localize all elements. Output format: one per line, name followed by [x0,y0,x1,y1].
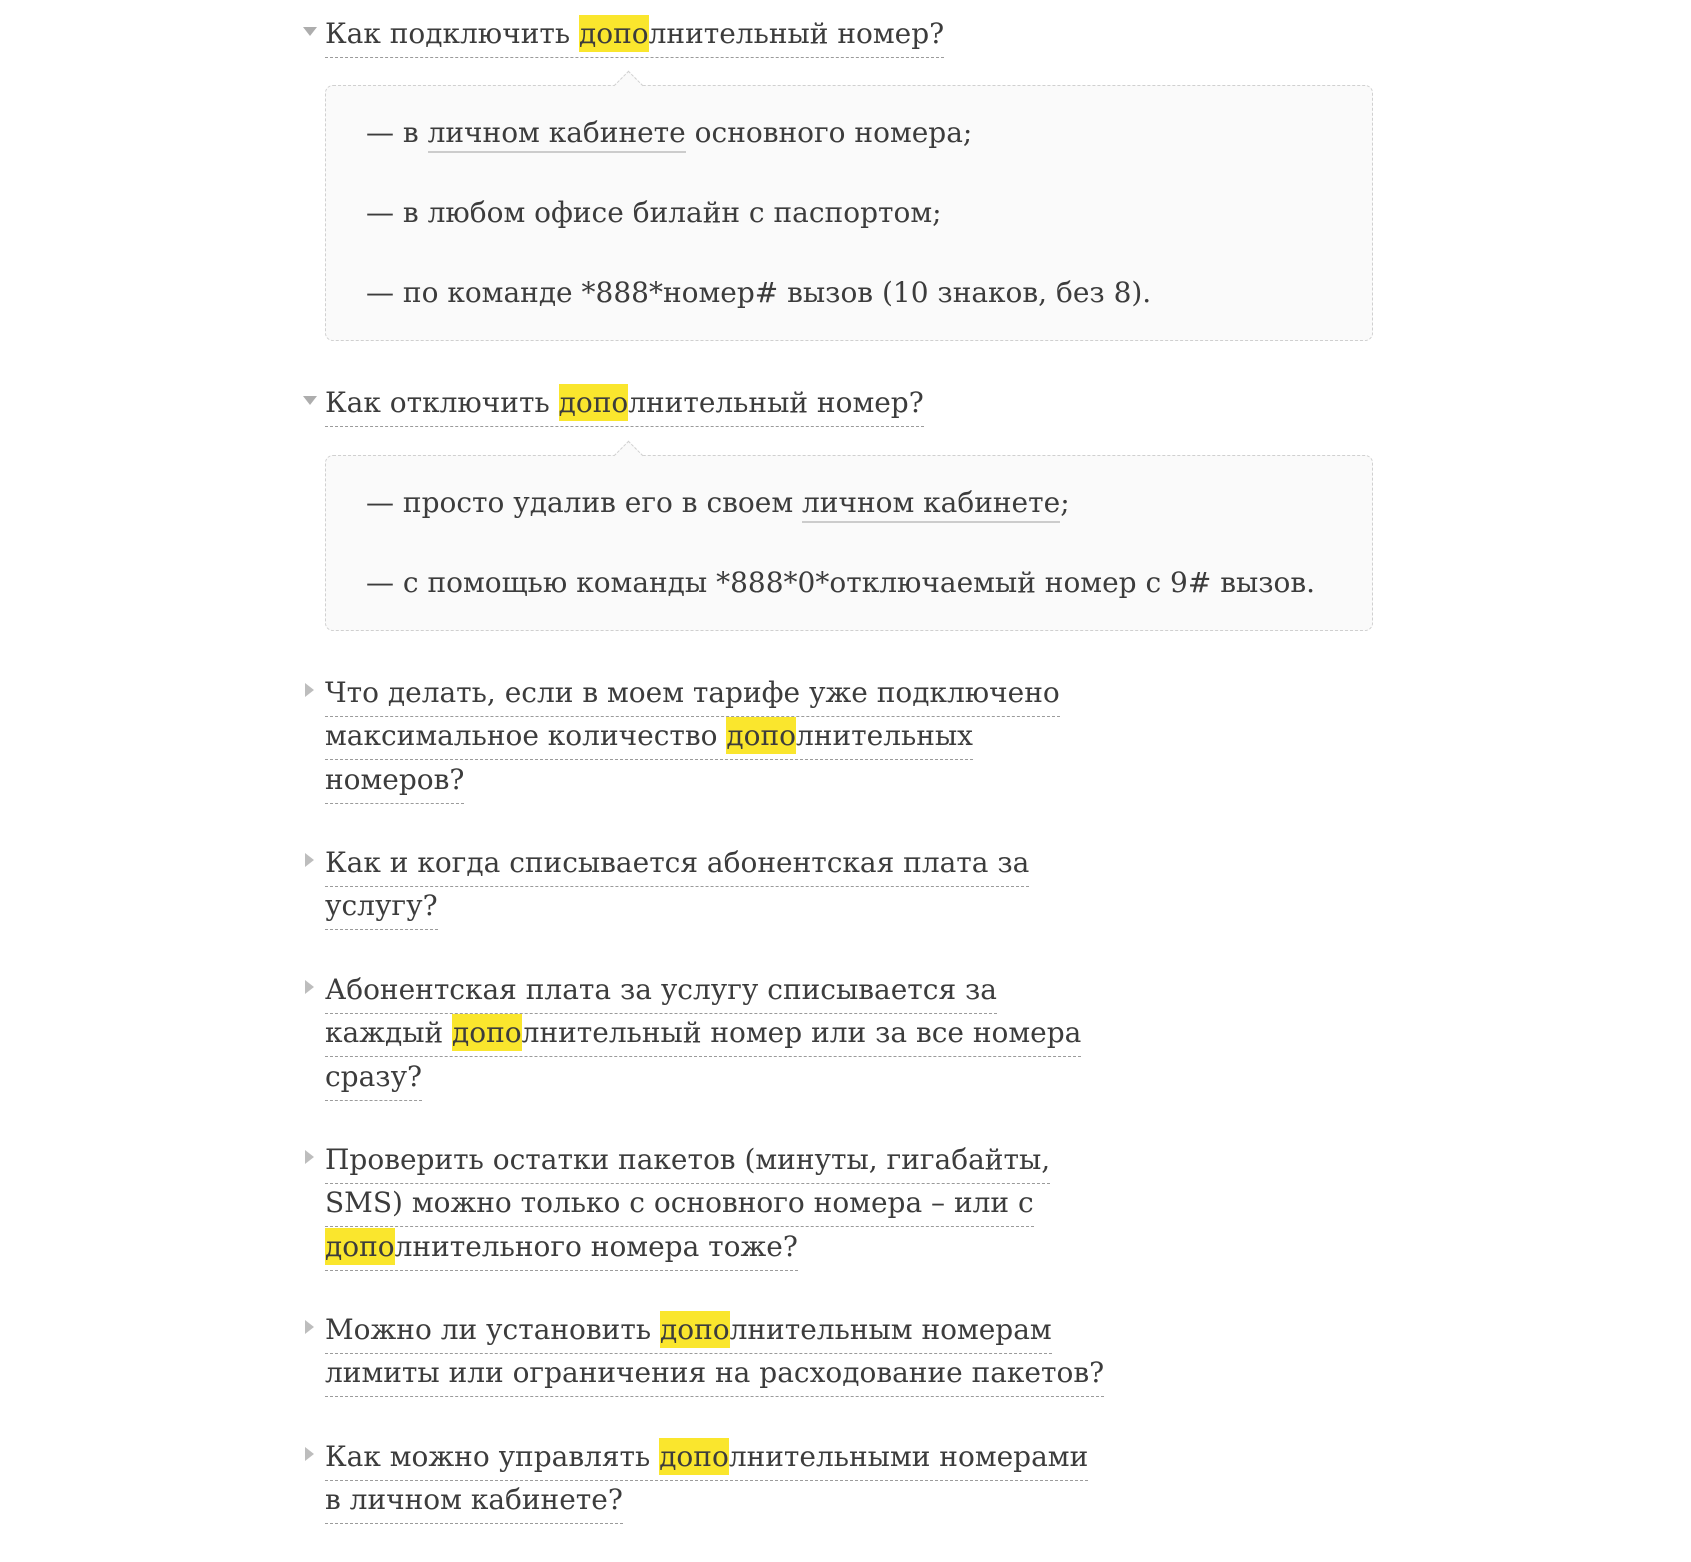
search-highlight: допо [452,1016,522,1050]
question-text: лнительный номер? [628,386,924,420]
answer-line: — с помощью команды *888*0*отключаемый номер с 9# вызов. [366,565,1316,599]
faq-item-fee-per-number [325,968,1405,1098]
answer-text: — в [366,116,428,150]
search-highlight: допо [579,17,649,50]
faq-accordion [325,12,1405,1522]
question-row [325,671,1105,801]
faq-question-toggle[interactable] [325,1143,1050,1271]
answer-text: основного номера; [685,116,973,150]
faq-item-subscription-fee-when [325,841,1405,928]
faq-question-toggle[interactable] [325,1313,1104,1397]
faq-item-disconnect-extra-number [325,381,1405,630]
personal-account-link[interactable]: личном кабинете [428,116,686,153]
question-text: Проверить остатки пакетов (минуты, гигабайты, SMS) можно только с основного номера – или с [325,1142,1051,1220]
answer-text: ; [1060,485,1070,519]
triangle-right-icon [305,980,314,994]
search-highlight: допо [726,719,797,753]
question-text: Абонентская плата за услугу списывается за каждый [325,972,997,1050]
answer-line: — по команде *888*номер# вызов (10 знаков, без 8). [366,276,1152,310]
question-row [325,841,1105,928]
question-text: Как отключить [325,386,559,420]
search-highlight: допо [558,386,629,420]
triangle-right-icon [305,683,314,697]
triangle-right-icon [305,1320,314,1334]
faq-item-max-extra-numbers [325,671,1405,801]
question-text: лнительным номерам лимиты или ограничения на расходование пакетов? [325,1313,1105,1390]
notch-up-icon [614,71,644,101]
question-text: Что делать, если в моем тарифе уже подключено максимальное количество [325,675,1060,753]
answer-box [325,85,1373,341]
question-row [325,381,1105,424]
question-text: Как подключить [325,17,579,50]
faq-page [325,0,1405,1522]
question-text: лнительного номера тоже? [394,1229,798,1263]
question-text: лнительными номерами в личном кабинете? [325,1439,1089,1517]
faq-item-set-limits [325,1308,1405,1395]
question-text: лнительный номер или за все номера сразу? [325,1016,1082,1093]
question-row [325,1138,1105,1268]
answer-line [366,482,1332,524]
faq-question-toggle[interactable] [325,973,1081,1101]
triangle-right-icon [305,853,314,867]
answer-line [366,112,1332,154]
question-row [325,1308,1105,1395]
faq-item-check-package-balance [325,1138,1405,1268]
triangle-down-icon [303,396,317,405]
faq-question-toggle[interactable] [325,846,1029,930]
answer-text: — просто удалив его в своем [366,485,803,519]
answer-line: — в любом офисе билайн с паспортом; [366,196,942,230]
faq-question-toggle[interactable] [325,1440,1088,1524]
question-row [325,968,1105,1098]
faq-item-connect-extra-number [325,12,1405,341]
question-text: лнительный номер? [648,17,945,50]
triangle-down-icon [303,27,317,36]
search-highlight: допо [325,1229,395,1263]
question-row [325,12,1105,55]
answer-box [325,455,1373,631]
triangle-right-icon [305,1150,314,1164]
question-text: Можно ли установить [325,1313,660,1347]
question-row [325,1435,1105,1522]
personal-account-link[interactable]: личном кабинете [802,486,1060,523]
faq-item-manage-in-account [325,1435,1405,1522]
question-text: Как можно управлять [325,1439,660,1473]
question-text: Как и когда списывается абонентская плата за услугу? [325,845,1030,923]
search-highlight: допо [659,1313,730,1347]
question-text: лнительных номеров? [325,719,973,796]
faq-question-toggle[interactable] [325,17,944,58]
faq-question-toggle[interactable] [325,676,1060,804]
notch-up-icon [614,440,644,470]
triangle-right-icon [305,1447,314,1461]
faq-question-toggle[interactable] [325,386,924,427]
search-highlight: допо [659,1439,729,1473]
